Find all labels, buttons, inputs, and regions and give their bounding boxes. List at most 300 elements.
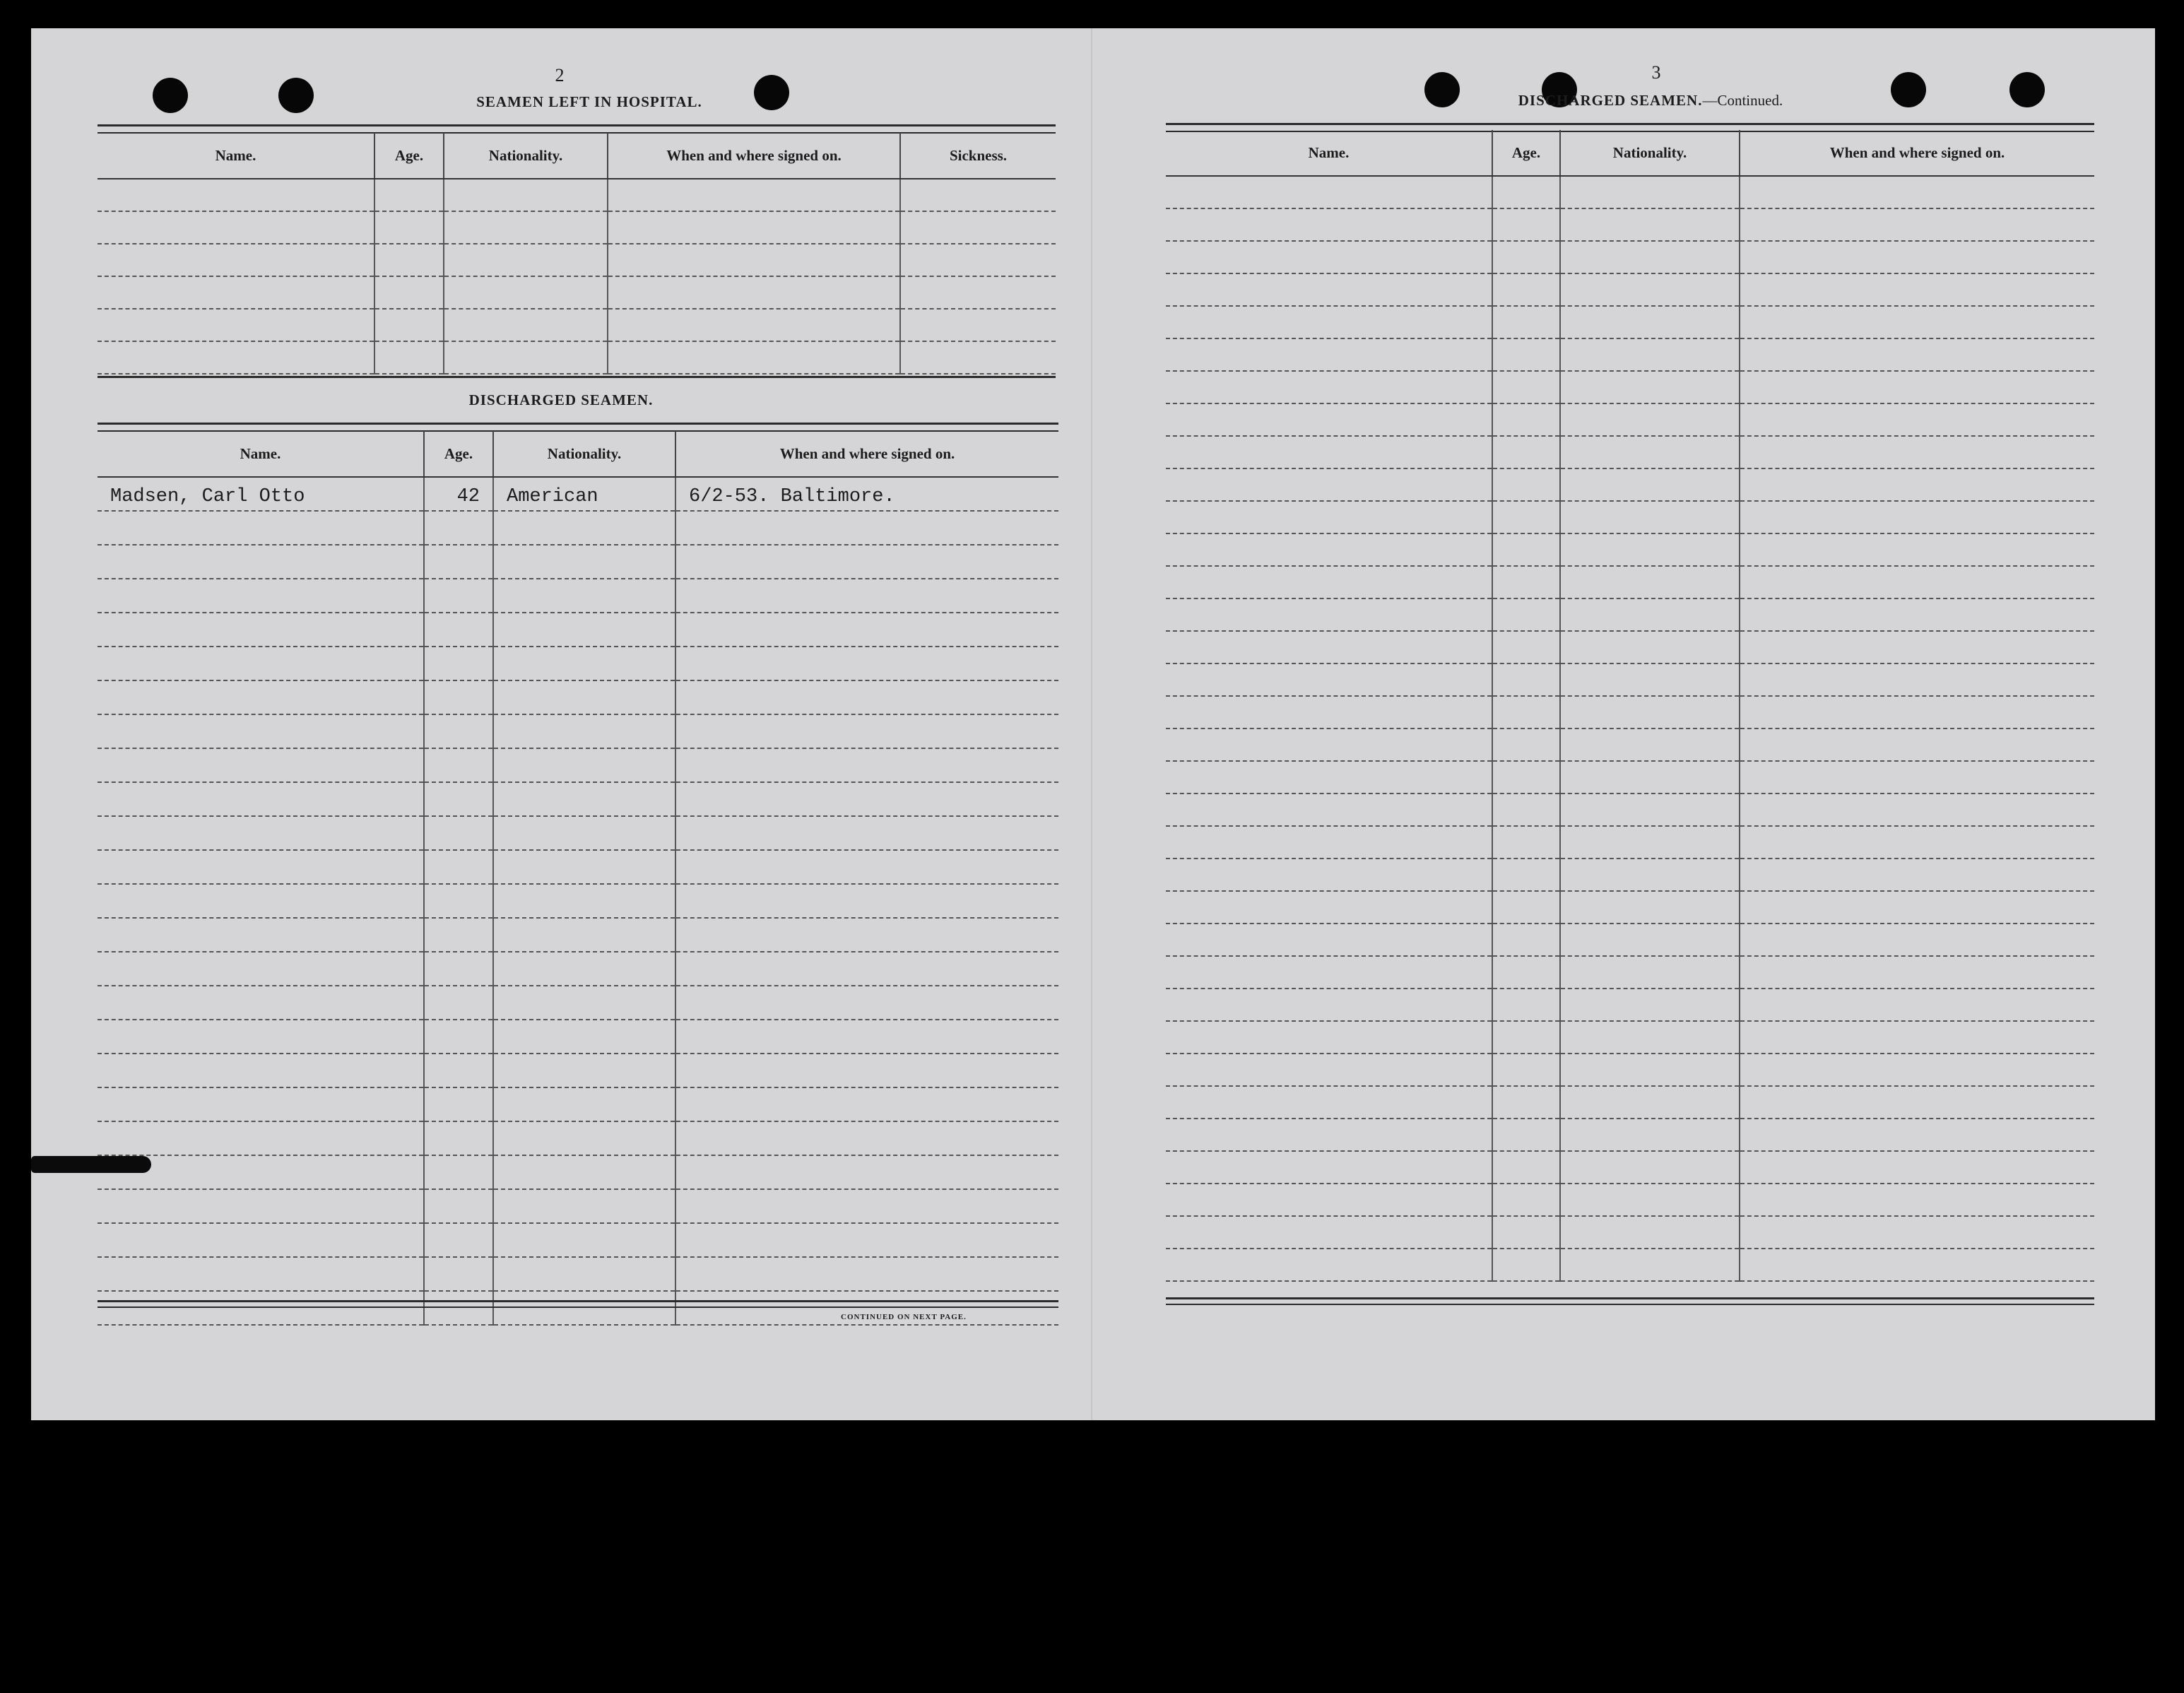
table-cell xyxy=(493,714,675,748)
table-cell xyxy=(424,680,493,714)
table-cell xyxy=(374,211,444,244)
table-cell xyxy=(424,850,493,884)
table-cell xyxy=(1740,728,2094,761)
table-cell xyxy=(424,1121,493,1155)
table-cell xyxy=(1740,989,2094,1021)
table-cell xyxy=(675,613,1058,647)
table-row xyxy=(98,816,1058,850)
table-cell xyxy=(493,545,675,579)
table-cell xyxy=(424,1223,493,1257)
table-cell xyxy=(900,341,1056,374)
table-row xyxy=(1166,956,2094,989)
discharged-continued-title xyxy=(1474,92,1827,110)
table-cell xyxy=(675,952,1058,986)
table-cell xyxy=(1492,436,1560,468)
table-row xyxy=(1166,501,2094,533)
table-row xyxy=(98,952,1058,986)
table-cell xyxy=(675,1223,1058,1257)
table-cell xyxy=(1740,1086,2094,1119)
table-cell xyxy=(1560,598,1740,631)
table-cell xyxy=(1166,924,1492,956)
table-row xyxy=(1166,924,2094,956)
table-cell xyxy=(1740,436,2094,468)
table-cell xyxy=(1560,273,1740,306)
table-row xyxy=(1166,338,2094,371)
table-cell xyxy=(424,647,493,680)
table-row xyxy=(1166,273,2094,306)
table-cell xyxy=(1740,501,2094,533)
table-cell xyxy=(1740,631,2094,663)
table-row xyxy=(98,579,1058,613)
table-cell xyxy=(1492,1119,1560,1151)
table-row xyxy=(98,918,1058,952)
table-row xyxy=(98,613,1058,647)
table-row xyxy=(1166,859,2094,891)
table-cell xyxy=(1492,891,1560,924)
table-cell xyxy=(1166,371,1492,403)
table-row xyxy=(1166,1151,2094,1184)
table-cell xyxy=(1166,176,1492,208)
table-cell xyxy=(1560,566,1740,598)
column-header: When and where signed on. xyxy=(675,431,1058,477)
table-row xyxy=(1166,1249,2094,1281)
hospital-table xyxy=(98,133,1056,374)
table-cell xyxy=(1740,1216,2094,1249)
column-header: Age. xyxy=(374,133,444,179)
table-cell xyxy=(98,613,424,647)
table-cell xyxy=(1166,468,1492,501)
table-cell xyxy=(675,680,1058,714)
table-cell xyxy=(98,1054,424,1087)
table-cell xyxy=(493,1121,675,1155)
table-cell xyxy=(98,680,424,714)
table-cell xyxy=(493,1054,675,1087)
table-cell xyxy=(1492,501,1560,533)
table-cell xyxy=(675,884,1058,918)
table-cell: Madsen, Carl Otto xyxy=(98,477,424,511)
table-row xyxy=(98,748,1058,782)
section-title-suffix: —Continued. xyxy=(1702,92,1783,109)
table-cell xyxy=(1740,403,2094,436)
table-row xyxy=(98,1257,1058,1291)
table-cell xyxy=(1560,891,1740,924)
table-row xyxy=(1166,1216,2094,1249)
table-cell xyxy=(1492,306,1560,338)
table-cell xyxy=(1740,696,2094,728)
table-cell xyxy=(675,748,1058,782)
hospital-section-title: SEAMEN LEFT IN HOSPITAL. xyxy=(476,93,702,110)
column-header: Age. xyxy=(1492,130,1560,176)
table-row xyxy=(1166,371,2094,403)
table-row xyxy=(1166,1054,2094,1086)
table-cell xyxy=(1740,761,2094,794)
table-cell xyxy=(900,276,1056,309)
table-cell xyxy=(1740,826,2094,859)
table-cell xyxy=(98,884,424,918)
table-row xyxy=(98,309,1056,341)
table-cell xyxy=(1740,208,2094,241)
table-row xyxy=(1166,1086,2094,1119)
table-cell xyxy=(1166,1151,1492,1184)
table-cell xyxy=(675,714,1058,748)
table-cell xyxy=(1560,468,1740,501)
table-cell xyxy=(98,918,424,952)
table-cell xyxy=(444,211,608,244)
table-cell xyxy=(608,244,900,276)
table-cell xyxy=(1740,891,2094,924)
table-cell xyxy=(1560,794,1740,826)
table-cell xyxy=(1166,306,1492,338)
table-cell xyxy=(374,276,444,309)
table-cell xyxy=(1166,1054,1492,1086)
table-cell xyxy=(675,1155,1058,1189)
table-cell xyxy=(1492,1054,1560,1086)
table-cell xyxy=(424,918,493,952)
table-cell xyxy=(1740,176,2094,208)
table-cell xyxy=(1492,794,1560,826)
table-cell xyxy=(675,579,1058,613)
table-cell xyxy=(493,1257,675,1291)
table-cell xyxy=(900,179,1056,211)
table-cell xyxy=(1166,891,1492,924)
table-cell xyxy=(1560,826,1740,859)
table-cell xyxy=(1166,403,1492,436)
column-header: Name. xyxy=(98,431,424,477)
table-cell xyxy=(675,545,1058,579)
table-cell xyxy=(1492,1086,1560,1119)
table-cell xyxy=(493,952,675,986)
table-row xyxy=(1166,566,2094,598)
table-cell xyxy=(1492,761,1560,794)
table-cell xyxy=(1560,1086,1740,1119)
table-cell xyxy=(444,179,608,211)
table-cell xyxy=(98,1121,424,1155)
table-cell xyxy=(1492,696,1560,728)
table-cell xyxy=(424,986,493,1020)
table-cell xyxy=(1166,533,1492,566)
table-cell xyxy=(1740,956,2094,989)
table-row xyxy=(98,647,1058,680)
table-cell xyxy=(675,647,1058,680)
table-cell xyxy=(1740,1054,2094,1086)
table-cell xyxy=(1560,1249,1740,1281)
table-row xyxy=(98,884,1058,918)
table-cell xyxy=(493,1087,675,1121)
table-cell xyxy=(1166,1086,1492,1119)
discharged-section-title: DISCHARGED SEAMEN. xyxy=(468,391,654,408)
table-cell xyxy=(675,1189,1058,1223)
table-cell xyxy=(374,179,444,211)
table-cell xyxy=(98,1155,424,1189)
table-cell xyxy=(1166,208,1492,241)
table-cell xyxy=(1166,338,1492,371)
table-row xyxy=(1166,208,2094,241)
table-cell xyxy=(1492,371,1560,403)
table-cell xyxy=(675,1020,1058,1054)
table-cell xyxy=(675,816,1058,850)
table-cell xyxy=(1740,371,2094,403)
table-cell xyxy=(1492,631,1560,663)
table-cell xyxy=(1166,728,1492,761)
table-cell xyxy=(1166,631,1492,663)
table-cell xyxy=(1166,989,1492,1021)
table-cell xyxy=(98,309,374,341)
table-cell xyxy=(1740,663,2094,696)
table-cell xyxy=(1492,598,1560,631)
table-cell xyxy=(1740,924,2094,956)
table-cell xyxy=(1560,1119,1740,1151)
table-cell xyxy=(493,613,675,647)
table-cell xyxy=(1740,598,2094,631)
table-cell xyxy=(444,244,608,276)
table-cell xyxy=(1560,956,1740,989)
table-cell xyxy=(374,309,444,341)
table-bottom-rule xyxy=(98,1300,1058,1308)
table-cell xyxy=(1740,1021,2094,1054)
table-cell xyxy=(1560,728,1740,761)
table-row xyxy=(1166,891,2094,924)
table-row xyxy=(98,244,1056,276)
table-cell xyxy=(98,579,424,613)
table-cell xyxy=(98,1020,424,1054)
table-cell xyxy=(98,850,424,884)
table-cell xyxy=(493,986,675,1020)
table-cell xyxy=(493,1155,675,1189)
discharged-table xyxy=(98,431,1058,1326)
table-cell xyxy=(1492,1184,1560,1216)
table-cell xyxy=(1560,696,1740,728)
table-cell xyxy=(1560,761,1740,794)
table-cell xyxy=(1166,1119,1492,1151)
table-row xyxy=(98,276,1056,309)
table-cell xyxy=(1560,1151,1740,1184)
table-cell xyxy=(1560,241,1740,273)
table-cell xyxy=(1740,338,2094,371)
table-cell xyxy=(444,341,608,374)
table-row xyxy=(98,1087,1058,1121)
column-header: Name. xyxy=(1166,130,1492,176)
column-header: Name. xyxy=(98,133,374,179)
table-cell xyxy=(98,647,424,680)
table-row xyxy=(1166,826,2094,859)
table-cell xyxy=(493,748,675,782)
table-cell xyxy=(675,1087,1058,1121)
table-row xyxy=(98,1189,1058,1223)
table-cell xyxy=(424,748,493,782)
table-cell xyxy=(98,276,374,309)
continued-note: CONTINUED ON NEXT PAGE. xyxy=(841,1313,967,1321)
table-cell xyxy=(1560,1216,1740,1249)
table-cell xyxy=(424,545,493,579)
table-cell xyxy=(1560,208,1740,241)
table-cell xyxy=(1560,859,1740,891)
table-cell xyxy=(1560,989,1740,1021)
table-cell xyxy=(98,952,424,986)
table-row xyxy=(1166,176,2094,208)
table-cell xyxy=(1166,566,1492,598)
table-row xyxy=(1166,468,2094,501)
table-row xyxy=(1166,598,2094,631)
table-row xyxy=(98,341,1056,374)
table-cell xyxy=(1560,1184,1740,1216)
table-row xyxy=(98,1223,1058,1257)
table-cell xyxy=(424,511,493,545)
table-cell xyxy=(1492,208,1560,241)
table-row xyxy=(98,782,1058,816)
table-cell xyxy=(1492,1216,1560,1249)
table-cell xyxy=(1492,1151,1560,1184)
table-row xyxy=(1166,794,2094,826)
table-cell xyxy=(1166,663,1492,696)
table-bottom-rule xyxy=(1166,1297,2094,1305)
table-cell xyxy=(424,1189,493,1223)
right-page xyxy=(1092,28,2155,1420)
table-cell xyxy=(493,1291,675,1325)
column-header: Nationality. xyxy=(1560,130,1740,176)
table-cell xyxy=(1560,306,1740,338)
table-cell xyxy=(1560,338,1740,371)
table-cell xyxy=(98,986,424,1020)
table-cell xyxy=(424,1291,493,1325)
table-cell: American xyxy=(493,477,675,511)
table-cell xyxy=(493,884,675,918)
table-cell xyxy=(1166,1249,1492,1281)
table-row xyxy=(98,986,1058,1020)
table-cell xyxy=(424,884,493,918)
table-cell xyxy=(424,613,493,647)
table-cell xyxy=(1492,176,1560,208)
table-cell xyxy=(493,1223,675,1257)
table-cell xyxy=(1492,663,1560,696)
page-number: 3 xyxy=(1651,62,1661,83)
table-cell xyxy=(1492,859,1560,891)
table-row xyxy=(98,1155,1058,1189)
table-row xyxy=(98,714,1058,748)
table-cell xyxy=(675,986,1058,1020)
table-cell xyxy=(1492,533,1560,566)
table-cell xyxy=(98,1291,424,1325)
column-header: When and where signed on. xyxy=(1740,130,2094,176)
table-cell xyxy=(1166,598,1492,631)
table-cell xyxy=(1740,1151,2094,1184)
table-cell xyxy=(493,1189,675,1223)
table-cell xyxy=(1560,533,1740,566)
document-sheet xyxy=(31,28,2155,1420)
table-row xyxy=(1166,696,2094,728)
table-cell xyxy=(675,782,1058,816)
table-row xyxy=(1166,1184,2094,1216)
table-cell xyxy=(1492,566,1560,598)
table-cell xyxy=(1560,924,1740,956)
table-cell xyxy=(493,850,675,884)
table-cell xyxy=(98,545,424,579)
table-cell xyxy=(1740,273,2094,306)
table-cell xyxy=(900,309,1056,341)
table-row xyxy=(1166,663,2094,696)
left-page xyxy=(31,28,1091,1420)
table-cell xyxy=(1166,1021,1492,1054)
table-cell xyxy=(1560,403,1740,436)
column-header: Nationality. xyxy=(444,133,608,179)
table-row xyxy=(1166,241,2094,273)
table-cell xyxy=(1492,728,1560,761)
table-cell xyxy=(1740,794,2094,826)
table-cell xyxy=(493,816,675,850)
table-cell xyxy=(1166,241,1492,273)
table-cell xyxy=(1740,859,2094,891)
table-cell xyxy=(608,211,900,244)
table-cell xyxy=(1492,338,1560,371)
table-cell xyxy=(1166,436,1492,468)
table-cell xyxy=(493,647,675,680)
table-cell xyxy=(675,918,1058,952)
table-cell xyxy=(608,276,900,309)
table-cell xyxy=(374,244,444,276)
table-cell xyxy=(424,714,493,748)
table-cell xyxy=(1492,956,1560,989)
table-cell xyxy=(1740,468,2094,501)
table-cell xyxy=(1166,1216,1492,1249)
table-cell xyxy=(98,1257,424,1291)
table-row xyxy=(98,211,1056,244)
table-cell xyxy=(374,341,444,374)
table-cell xyxy=(1560,436,1740,468)
table-cell xyxy=(1166,696,1492,728)
table-row xyxy=(98,680,1058,714)
table-row xyxy=(1166,1021,2094,1054)
table-cell xyxy=(98,816,424,850)
table-row xyxy=(1166,306,2094,338)
table-cell xyxy=(98,782,424,816)
table-cell xyxy=(98,211,374,244)
table-cell xyxy=(1166,859,1492,891)
table-cell xyxy=(1492,1249,1560,1281)
table-cell xyxy=(1740,241,2094,273)
table-cell xyxy=(424,1257,493,1291)
table-cell xyxy=(1560,371,1740,403)
table-row xyxy=(98,179,1056,211)
table-cell xyxy=(98,179,374,211)
table-cell xyxy=(1166,956,1492,989)
table-cell xyxy=(1740,533,2094,566)
table-cell xyxy=(1492,989,1560,1021)
table-cell xyxy=(1560,631,1740,663)
table-cell xyxy=(424,782,493,816)
table-row xyxy=(98,1020,1058,1054)
table-cell xyxy=(493,579,675,613)
table-cell xyxy=(424,579,493,613)
table-cell xyxy=(1740,306,2094,338)
table-row xyxy=(1166,533,2094,566)
table-cell xyxy=(98,511,424,545)
table-cell xyxy=(1560,176,1740,208)
table-cell xyxy=(675,1054,1058,1087)
table-row xyxy=(1166,403,2094,436)
table-cell xyxy=(424,1155,493,1189)
table-cell xyxy=(608,341,900,374)
table-cell xyxy=(1492,241,1560,273)
table-row xyxy=(1166,436,2094,468)
table-cell xyxy=(608,309,900,341)
table-cell xyxy=(493,1020,675,1054)
table-cell xyxy=(493,680,675,714)
table-cell xyxy=(1740,566,2094,598)
column-header: When and where signed on. xyxy=(608,133,900,179)
table-cell xyxy=(493,782,675,816)
table-row xyxy=(98,850,1058,884)
table-row xyxy=(1166,728,2094,761)
table-cell xyxy=(1560,663,1740,696)
